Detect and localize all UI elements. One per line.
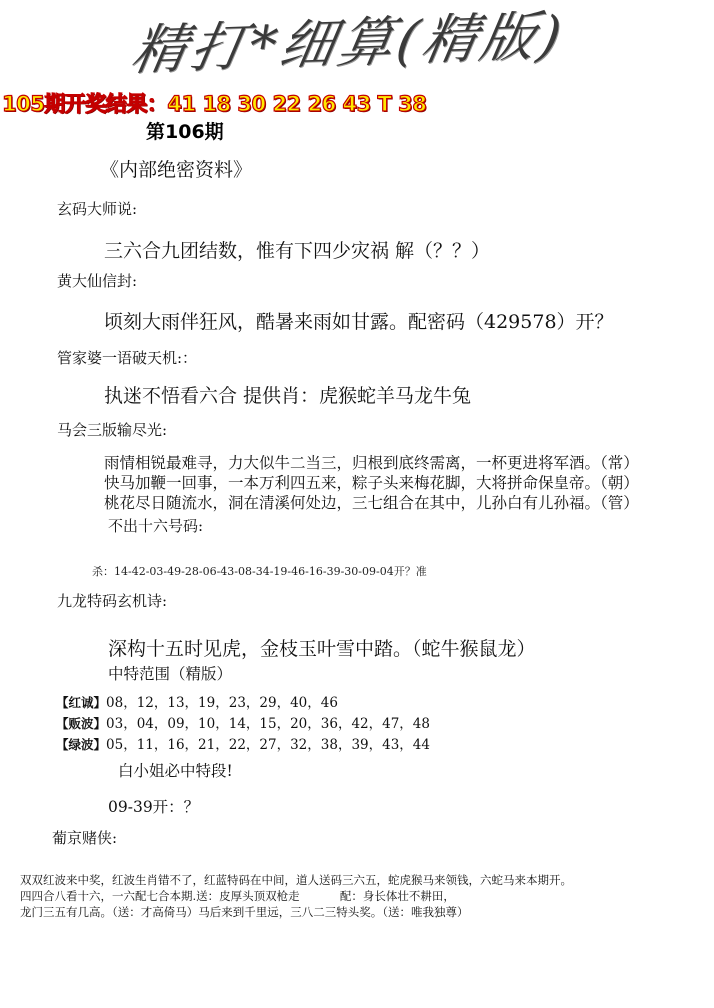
range-tag: 【贩波】 xyxy=(56,716,107,731)
poem-line: 雨情相锐最难寻，力大似牛二当三，归根到底终需离，一杯更进将军酒。（常） xyxy=(104,454,639,472)
macau-label: 马会三版输尽光: xyxy=(57,421,168,439)
range-tag: 【绿波】 xyxy=(56,737,107,752)
master-label: 玄码大师说: xyxy=(57,200,138,218)
range-title: 中特范围（精版） xyxy=(108,665,233,683)
bottom-text xyxy=(20,872,572,920)
macau-poem xyxy=(104,453,639,513)
housekeeper-label: 管家婆一语破天机:： xyxy=(57,349,198,367)
bottom-line: 双双红波来中奖，红波生肖错不了，红蓝特码在中间，道人送码三六五，蛇虎猴马来领钱，六蛇马来本期开。 xyxy=(20,873,572,887)
nine-dragon-text: 深构十五时见虎，金枝玉叶雪中踏。（蛇牛猴鼠龙） xyxy=(108,638,536,660)
immortal-text: 顷刻大雨伴狂风，酷暑来雨如甘露。配密码（429578）开？ xyxy=(104,311,614,333)
macau-gambler-label: 葡京赌侠: xyxy=(52,829,118,847)
range-row-green xyxy=(56,733,430,753)
range-numbers: 03，04，09，10，14，15，20，36，42，47，48 xyxy=(106,716,430,732)
draw-result-line: 105期开奖结果：41 18 30 22 26 43 T 38 xyxy=(2,92,427,116)
nine-dragon-label: 九龙特码玄机诗: xyxy=(57,592,168,610)
range-tag: 【红诚】 xyxy=(56,695,107,710)
master-text: 三六合九团结数，惟有下四少灾祸 解（？？） xyxy=(104,240,491,262)
bottom-line: 四四合八看十六，一六配七合本期.送：皮厚头顶双枪走 配：身长体壮不耕田， xyxy=(20,889,455,903)
poem-line: 快马加鞭一回事，一本万利四五来，粽子头来梅花脚，大将拼命保皇帝。（朝） xyxy=(104,474,639,492)
art-title: 精打*细算(精版) xyxy=(126,4,571,82)
secret-title: 《内部绝密资料》 xyxy=(100,159,253,181)
kill-numbers-line: 杀：14-42-03-49-28-06-43-08-34-19-46-16-39-30-09-04开？准 xyxy=(92,565,427,578)
period-number: 第106期 xyxy=(146,121,224,143)
range-row-blue xyxy=(56,712,430,732)
housekeeper-text: 执迷不悟看六合 提供肖：虎猴蛇羊马龙牛兔 xyxy=(104,385,472,407)
range-numbers: 08，12，13，19，23，29，40，46 xyxy=(106,695,338,711)
no-16-label: 不出十六号码: xyxy=(108,517,204,535)
range-row-red xyxy=(56,691,338,711)
range-numbers: 05，11，16，21，22，27，32，38，39，43，44 xyxy=(106,737,430,753)
bottom-line: 龙门三五有几高。（送：才高倚马）马后来到千里远，三八二三特头奖。（送：唯我独尊） xyxy=(20,905,469,919)
open-line: 09-39开：？ xyxy=(108,798,200,816)
miss-bai-line: 白小姐必中特段! xyxy=(118,762,233,780)
poem-line: 桃花尽日随流水，洞在清溪何处边，三七组合在其中，儿孙白有儿孙福。（管） xyxy=(104,494,639,512)
immortal-label: 黄大仙信封: xyxy=(57,272,138,290)
